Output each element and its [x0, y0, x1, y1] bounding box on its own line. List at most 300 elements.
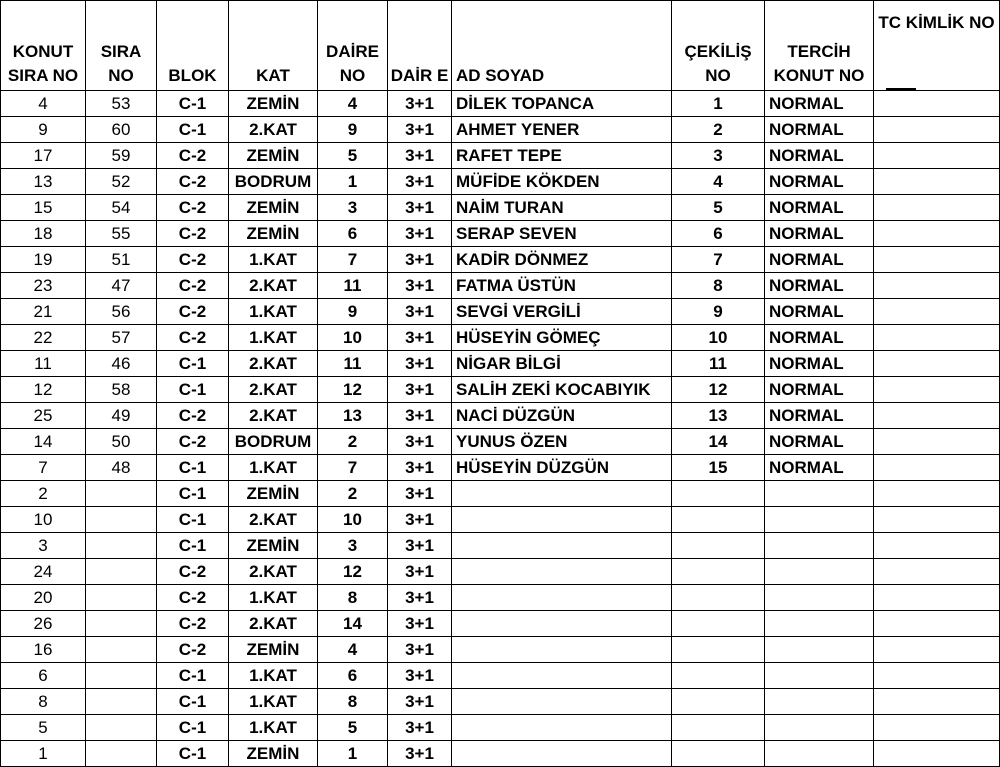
cell-konut-sira-no: 22: [1, 325, 86, 351]
cell-ad-soyad: NİGAR BİLGİ: [452, 351, 672, 377]
cell-daire-no: 1: [318, 741, 388, 767]
cell-konut-sira-no: 20: [1, 585, 86, 611]
header-underline-mark: [886, 88, 916, 90]
table-row: [1, 273, 1000, 299]
cell-tercih-konut-no: NORMAL: [765, 247, 874, 273]
cell-tc-kimlik-no: [874, 351, 1000, 377]
cell-cekilis-no: 8: [672, 273, 765, 299]
cell-blok: C-2: [157, 221, 229, 247]
cell-cekilis-no: 11: [672, 351, 765, 377]
cell-daire: 3+1: [388, 247, 452, 273]
cell-tercih-konut-no: [765, 507, 874, 533]
cell-kat: 2.KAT: [229, 507, 318, 533]
cell-cekilis-no: [672, 715, 765, 741]
cell-sira-no: 53: [86, 91, 157, 117]
cell-daire-no: 10: [318, 507, 388, 533]
cell-tercih-konut-no: NORMAL: [765, 455, 874, 481]
table-row: [1, 533, 1000, 559]
cell-blok: C-1: [157, 507, 229, 533]
cell-ad-soyad: [452, 481, 672, 507]
cell-blok: C-1: [157, 715, 229, 741]
cell-blok: C-1: [157, 377, 229, 403]
table-row: [1, 403, 1000, 429]
cell-kat: 1.KAT: [229, 663, 318, 689]
cell-daire-no: 7: [318, 247, 388, 273]
cell-blok: C-2: [157, 429, 229, 455]
cell-kat: 2.KAT: [229, 351, 318, 377]
cell-ad-soyad: NACİ DÜZGÜN: [452, 403, 672, 429]
cell-daire: 3+1: [388, 325, 452, 351]
cell-blok: C-2: [157, 559, 229, 585]
cell-blok: C-2: [157, 195, 229, 221]
cell-tercih-konut-no: [765, 741, 874, 767]
cell-konut-sira-no: 13: [1, 169, 86, 195]
cell-kat: 2.KAT: [229, 117, 318, 143]
cell-daire: 3+1: [388, 637, 452, 663]
cell-cekilis-no: [672, 637, 765, 663]
cell-kat: 1.KAT: [229, 247, 318, 273]
cell-daire: 3+1: [388, 351, 452, 377]
cell-tc-kimlik-no: [874, 325, 1000, 351]
cell-kat: ZEMİN: [229, 143, 318, 169]
cell-sira-no: 52: [86, 169, 157, 195]
cell-cekilis-no: 1: [672, 91, 765, 117]
cell-daire-no: 8: [318, 689, 388, 715]
cell-daire-no: 3: [318, 195, 388, 221]
cell-blok: C-2: [157, 247, 229, 273]
table-row: [1, 507, 1000, 533]
cell-kat: 1.KAT: [229, 455, 318, 481]
table-row: [1, 689, 1000, 715]
cell-ad-soyad: [452, 585, 672, 611]
table-row: [1, 481, 1000, 507]
cell-cekilis-no: [672, 533, 765, 559]
cell-kat: ZEMİN: [229, 637, 318, 663]
cell-ad-soyad: KADİR DÖNMEZ: [452, 247, 672, 273]
table-row: [1, 559, 1000, 585]
cell-tc-kimlik-no: [874, 611, 1000, 637]
cell-tc-kimlik-no: [874, 741, 1000, 767]
cell-konut-sira-no: 15: [1, 195, 86, 221]
cell-konut-sira-no: 9: [1, 117, 86, 143]
cell-konut-sira-no: 17: [1, 143, 86, 169]
cell-tercih-konut-no: [765, 715, 874, 741]
cell-blok: C-2: [157, 325, 229, 351]
cell-ad-soyad: AHMET YENER: [452, 117, 672, 143]
cell-cekilis-no: 12: [672, 377, 765, 403]
cell-daire-no: 7: [318, 455, 388, 481]
cell-sira-no: 57: [86, 325, 157, 351]
cell-tercih-konut-no: [765, 481, 874, 507]
cell-tercih-konut-no: [765, 663, 874, 689]
cell-cekilis-no: [672, 585, 765, 611]
cell-tc-kimlik-no: [874, 117, 1000, 143]
cell-sira-no: [86, 507, 157, 533]
cell-tercih-konut-no: NORMAL: [765, 221, 874, 247]
cell-cekilis-no: 15: [672, 455, 765, 481]
cell-ad-soyad: YUNUS ÖZEN: [452, 429, 672, 455]
cell-blok: C-1: [157, 455, 229, 481]
header-blok: BLOK: [157, 1, 229, 91]
cell-ad-soyad: [452, 715, 672, 741]
cell-tc-kimlik-no: [874, 663, 1000, 689]
table-row: [1, 611, 1000, 637]
cell-cekilis-no: 13: [672, 403, 765, 429]
cell-tercih-konut-no: NORMAL: [765, 169, 874, 195]
table-row: [1, 663, 1000, 689]
cell-kat: 2.KAT: [229, 273, 318, 299]
cell-sira-no: 51: [86, 247, 157, 273]
cell-tercih-konut-no: [765, 689, 874, 715]
cell-kat: 2.KAT: [229, 403, 318, 429]
cell-daire: 3+1: [388, 195, 452, 221]
cell-kat: ZEMİN: [229, 533, 318, 559]
cell-tc-kimlik-no: [874, 273, 1000, 299]
cell-blok: C-2: [157, 273, 229, 299]
cell-daire-no: 3: [318, 533, 388, 559]
cell-ad-soyad: RAFET TEPE: [452, 143, 672, 169]
header-sira-no: SIRA NO: [86, 1, 157, 91]
table-row: [1, 247, 1000, 273]
cell-cekilis-no: [672, 611, 765, 637]
cell-kat: BODRUM: [229, 169, 318, 195]
cell-tercih-konut-no: NORMAL: [765, 273, 874, 299]
cell-blok: C-1: [157, 533, 229, 559]
cell-daire-no: 4: [318, 637, 388, 663]
cell-ad-soyad: MÜFİDE KÖKDEN: [452, 169, 672, 195]
cell-sira-no: [86, 741, 157, 767]
cell-ad-soyad: NAİM TURAN: [452, 195, 672, 221]
cell-tercih-konut-no: NORMAL: [765, 403, 874, 429]
cell-daire-no: 6: [318, 221, 388, 247]
cell-kat: 2.KAT: [229, 377, 318, 403]
cell-ad-soyad: [452, 507, 672, 533]
header-daire: DAİR E: [388, 1, 452, 91]
header-kat: KAT: [229, 1, 318, 91]
cell-blok: C-2: [157, 143, 229, 169]
cell-tc-kimlik-no: [874, 585, 1000, 611]
cell-tercih-konut-no: NORMAL: [765, 117, 874, 143]
cell-tc-kimlik-no: [874, 403, 1000, 429]
header-daire-no: DAİRE NO: [318, 1, 388, 91]
cell-cekilis-no: 7: [672, 247, 765, 273]
cell-cekilis-no: [672, 663, 765, 689]
cell-kat: 1.KAT: [229, 689, 318, 715]
cell-sira-no: [86, 559, 157, 585]
cell-ad-soyad: [452, 689, 672, 715]
cell-daire: 3+1: [388, 143, 452, 169]
cell-daire: 3+1: [388, 221, 452, 247]
cell-sira-no: [86, 637, 157, 663]
cell-konut-sira-no: 14: [1, 429, 86, 455]
cell-daire: 3+1: [388, 429, 452, 455]
table-row: [1, 715, 1000, 741]
cell-ad-soyad: HÜSEYİN GÖMEÇ: [452, 325, 672, 351]
cell-tc-kimlik-no: [874, 715, 1000, 741]
cell-konut-sira-no: 7: [1, 455, 86, 481]
header-ad-soyad: AD SOYAD: [452, 1, 672, 91]
cell-blok: C-1: [157, 117, 229, 143]
cell-konut-sira-no: 1: [1, 741, 86, 767]
cell-daire: 3+1: [388, 403, 452, 429]
cell-tc-kimlik-no: [874, 689, 1000, 715]
cell-kat: 2.KAT: [229, 611, 318, 637]
cell-daire-no: 8: [318, 585, 388, 611]
cell-tercih-konut-no: [765, 533, 874, 559]
cell-sira-no: 59: [86, 143, 157, 169]
cell-konut-sira-no: 4: [1, 91, 86, 117]
cell-sira-no: [86, 663, 157, 689]
cell-blok: C-1: [157, 351, 229, 377]
cell-daire-no: 11: [318, 273, 388, 299]
cell-tc-kimlik-no: [874, 533, 1000, 559]
table-row: [1, 221, 1000, 247]
header-row: [1, 1, 1000, 91]
table-row: [1, 299, 1000, 325]
cell-ad-soyad: [452, 611, 672, 637]
table-row: [1, 169, 1000, 195]
cell-sira-no: 49: [86, 403, 157, 429]
cell-daire-no: 12: [318, 559, 388, 585]
header-cekilis-no: ÇEKİLİŞ NO: [672, 1, 765, 91]
cell-daire: 3+1: [388, 715, 452, 741]
table-row: [1, 91, 1000, 117]
cell-cekilis-no: 4: [672, 169, 765, 195]
table-row: [1, 351, 1000, 377]
cell-tc-kimlik-no: [874, 559, 1000, 585]
table-row: [1, 585, 1000, 611]
cell-sira-no: [86, 611, 157, 637]
cell-daire-no: 11: [318, 351, 388, 377]
cell-sira-no: 58: [86, 377, 157, 403]
cell-konut-sira-no: 19: [1, 247, 86, 273]
cell-daire: 3+1: [388, 507, 452, 533]
cell-daire-no: 5: [318, 143, 388, 169]
cell-ad-soyad: [452, 741, 672, 767]
cell-cekilis-no: [672, 481, 765, 507]
cell-tc-kimlik-no: [874, 221, 1000, 247]
cell-ad-soyad: [452, 663, 672, 689]
table-row: [1, 741, 1000, 767]
cell-blok: C-1: [157, 741, 229, 767]
cell-tc-kimlik-no: [874, 455, 1000, 481]
cell-daire: 3+1: [388, 689, 452, 715]
cell-sira-no: [86, 481, 157, 507]
cell-daire: 3+1: [388, 273, 452, 299]
cell-tc-kimlik-no: [874, 247, 1000, 273]
cell-blok: C-2: [157, 611, 229, 637]
cell-daire: 3+1: [388, 559, 452, 585]
header-tc-kimlik-no-label: TC KİMLİK NO: [878, 13, 995, 32]
cell-sira-no: [86, 689, 157, 715]
cell-kat: ZEMİN: [229, 741, 318, 767]
table-row: [1, 195, 1000, 221]
cell-cekilis-no: 2: [672, 117, 765, 143]
cell-daire: 3+1: [388, 299, 452, 325]
header-tc-kimlik-no: [874, 1, 1000, 91]
cell-blok: C-2: [157, 169, 229, 195]
cell-konut-sira-no: 10: [1, 507, 86, 533]
cell-blok: C-1: [157, 481, 229, 507]
cell-tercih-konut-no: NORMAL: [765, 299, 874, 325]
cell-kat: 1.KAT: [229, 299, 318, 325]
cell-daire-no: 10: [318, 325, 388, 351]
cell-kat: ZEMİN: [229, 221, 318, 247]
cell-tercih-konut-no: [765, 559, 874, 585]
cell-sira-no: 60: [86, 117, 157, 143]
cell-konut-sira-no: 26: [1, 611, 86, 637]
cell-daire: 3+1: [388, 117, 452, 143]
cell-cekilis-no: 14: [672, 429, 765, 455]
cell-blok: C-2: [157, 403, 229, 429]
cell-daire: 3+1: [388, 663, 452, 689]
cell-tercih-konut-no: NORMAL: [765, 377, 874, 403]
cell-konut-sira-no: 18: [1, 221, 86, 247]
cell-sira-no: [86, 533, 157, 559]
cell-ad-soyad: SALİH ZEKİ KOCABIYIK: [452, 377, 672, 403]
cell-konut-sira-no: 3: [1, 533, 86, 559]
cell-daire: 3+1: [388, 91, 452, 117]
cell-daire-no: 4: [318, 91, 388, 117]
cell-tc-kimlik-no: [874, 637, 1000, 663]
cell-sira-no: 50: [86, 429, 157, 455]
cell-konut-sira-no: 12: [1, 377, 86, 403]
cell-ad-soyad: [452, 533, 672, 559]
cell-cekilis-no: 9: [672, 299, 765, 325]
cell-konut-sira-no: 23: [1, 273, 86, 299]
cell-daire: 3+1: [388, 377, 452, 403]
cell-daire-no: 9: [318, 117, 388, 143]
cell-konut-sira-no: 21: [1, 299, 86, 325]
table-row: [1, 143, 1000, 169]
cell-cekilis-no: 10: [672, 325, 765, 351]
cell-daire-no: 6: [318, 663, 388, 689]
cell-daire: 3+1: [388, 455, 452, 481]
cell-konut-sira-no: 5: [1, 715, 86, 741]
cell-daire: 3+1: [388, 611, 452, 637]
cell-tc-kimlik-no: [874, 299, 1000, 325]
cell-blok: C-1: [157, 91, 229, 117]
cell-cekilis-no: [672, 559, 765, 585]
cell-daire: 3+1: [388, 741, 452, 767]
cell-blok: C-1: [157, 663, 229, 689]
cell-cekilis-no: [672, 741, 765, 767]
cell-blok: C-1: [157, 689, 229, 715]
cell-tercih-konut-no: [765, 585, 874, 611]
cell-tc-kimlik-no: [874, 377, 1000, 403]
cell-konut-sira-no: 16: [1, 637, 86, 663]
cell-sira-no: [86, 715, 157, 741]
cell-konut-sira-no: 6: [1, 663, 86, 689]
cell-kat: ZEMİN: [229, 195, 318, 221]
table-body: [1, 91, 1000, 767]
cell-blok: C-2: [157, 299, 229, 325]
cell-cekilis-no: 5: [672, 195, 765, 221]
cell-sira-no: 55: [86, 221, 157, 247]
cell-tc-kimlik-no: [874, 91, 1000, 117]
cell-sira-no: 47: [86, 273, 157, 299]
table-row: [1, 377, 1000, 403]
cell-kat: BODRUM: [229, 429, 318, 455]
cell-kat: ZEMİN: [229, 481, 318, 507]
cell-daire: 3+1: [388, 169, 452, 195]
cell-cekilis-no: [672, 689, 765, 715]
table-row: [1, 429, 1000, 455]
cell-tc-kimlik-no: [874, 507, 1000, 533]
cell-tercih-konut-no: [765, 637, 874, 663]
cell-cekilis-no: [672, 507, 765, 533]
cell-cekilis-no: 3: [672, 143, 765, 169]
cell-ad-soyad: FATMA ÜSTÜN: [452, 273, 672, 299]
cell-ad-soyad: SERAP SEVEN: [452, 221, 672, 247]
cell-tercih-konut-no: NORMAL: [765, 91, 874, 117]
cell-tercih-konut-no: NORMAL: [765, 429, 874, 455]
cell-tc-kimlik-no: [874, 481, 1000, 507]
cell-tercih-konut-no: [765, 611, 874, 637]
cell-ad-soyad: [452, 637, 672, 663]
cell-daire-no: 2: [318, 481, 388, 507]
cell-daire: 3+1: [388, 533, 452, 559]
cell-tc-kimlik-no: [874, 169, 1000, 195]
cell-konut-sira-no: 8: [1, 689, 86, 715]
cell-sira-no: 56: [86, 299, 157, 325]
cell-ad-soyad: DİLEK TOPANCA: [452, 91, 672, 117]
table-row: [1, 325, 1000, 351]
cell-daire-no: 1: [318, 169, 388, 195]
cell-daire-no: 14: [318, 611, 388, 637]
table-row: [1, 455, 1000, 481]
cell-tc-kimlik-no: [874, 195, 1000, 221]
cell-konut-sira-no: 25: [1, 403, 86, 429]
cell-tc-kimlik-no: [874, 429, 1000, 455]
cell-kat: 2.KAT: [229, 559, 318, 585]
cell-kat: ZEMİN: [229, 91, 318, 117]
cell-sira-no: 48: [86, 455, 157, 481]
cell-kat: 1.KAT: [229, 325, 318, 351]
cell-tercih-konut-no: NORMAL: [765, 195, 874, 221]
cell-cekilis-no: 6: [672, 221, 765, 247]
cell-blok: C-2: [157, 637, 229, 663]
cell-daire-no: 2: [318, 429, 388, 455]
cell-tc-kimlik-no: [874, 143, 1000, 169]
table-row: [1, 117, 1000, 143]
cell-ad-soyad: SEVGİ VERGİLİ: [452, 299, 672, 325]
cell-tercih-konut-no: NORMAL: [765, 325, 874, 351]
cell-daire-no: 5: [318, 715, 388, 741]
cell-konut-sira-no: 2: [1, 481, 86, 507]
cell-konut-sira-no: 24: [1, 559, 86, 585]
cell-ad-soyad: [452, 559, 672, 585]
header-tercih-konut-no: TERCİH KONUT NO: [765, 1, 874, 91]
cell-daire-no: 13: [318, 403, 388, 429]
cell-konut-sira-no: 11: [1, 351, 86, 377]
cell-daire: 3+1: [388, 585, 452, 611]
cell-tercih-konut-no: NORMAL: [765, 351, 874, 377]
cell-kat: 1.KAT: [229, 585, 318, 611]
cell-daire-no: 12: [318, 377, 388, 403]
cell-sira-no: [86, 585, 157, 611]
cell-daire-no: 9: [318, 299, 388, 325]
cell-blok: C-2: [157, 585, 229, 611]
cell-sira-no: 54: [86, 195, 157, 221]
cell-daire: 3+1: [388, 481, 452, 507]
header-konut-sira-no: KONUT SIRA NO: [1, 1, 86, 91]
cell-kat: 1.KAT: [229, 715, 318, 741]
table-row: [1, 637, 1000, 663]
cell-ad-soyad: HÜSEYİN DÜZGÜN: [452, 455, 672, 481]
cell-sira-no: 46: [86, 351, 157, 377]
cell-tercih-konut-no: NORMAL: [765, 143, 874, 169]
